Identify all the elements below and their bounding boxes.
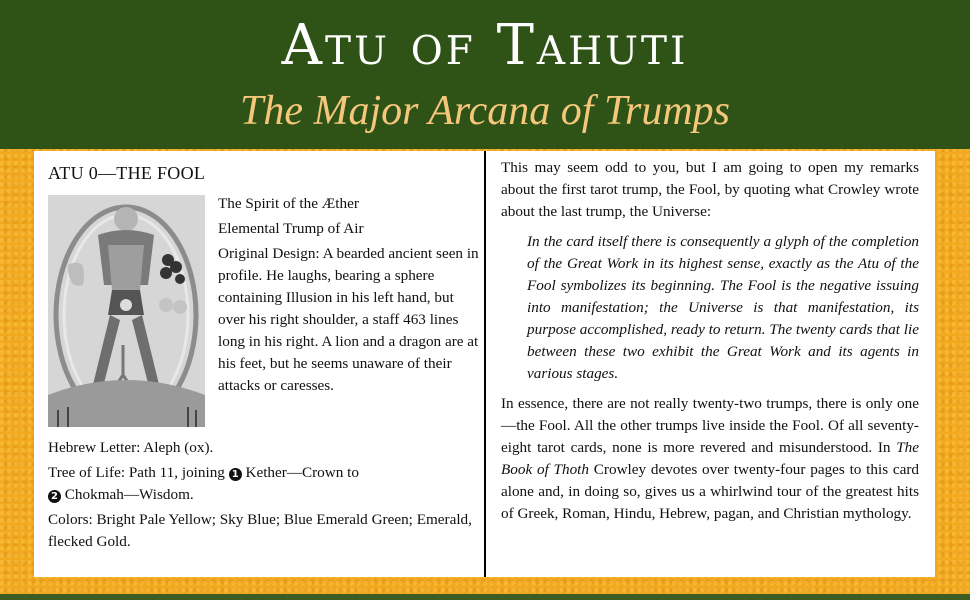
card-attributes (218, 193, 480, 400)
crowley-quote: In the card itself there is consequently a glyph of the completion of the Great Work in its highest sense, exactly as the Atu of the Fool symbolizes its beginning. The Fool is the negative issuing into manifestation; the Universe is that manifestation, its purpose accomplished, ready to return. The twenty cards that lie between these two exhibit the Great Work and its agents in various stages. (527, 233, 919, 382)
footer-stripe (0, 594, 970, 600)
tree-of-life-prefix: Tree of Life: Path 11, joining (48, 464, 225, 481)
card-heading: ATU 0—THE FOOL (48, 163, 206, 183)
fool-figure-icon (48, 195, 205, 427)
tree-of-life (48, 462, 478, 506)
card-colors: Colors: Bright Pale Yellow; Sky Blue; Blue Emerald Green; Emerald, flecked Gold. (48, 511, 472, 550)
commentary-body (501, 393, 919, 525)
page-subtitle: The Major Arcana of Trumps (239, 88, 731, 134)
sephira-number-2-icon: 2 (48, 490, 61, 503)
card-attribute-original-design: Original Design: A bearded ancient seen in profile. He laughs, bearing a sphere containing Illusion in his left hand, but over his right shoulder, a staff 463 lines long in his right. A lion and a dragon are at his feet, but he seems unaware of their attacks or caresses. (218, 245, 479, 394)
sephira-kether: Kether—Crown to (245, 464, 359, 481)
commentary-panel (486, 151, 935, 577)
book-title: The Book of Thoth (501, 439, 919, 478)
card-correspondences (48, 437, 478, 556)
sephira-number-1-icon: 1 (229, 468, 242, 481)
sephira-chokmah: Chokmah—Wisdom. (64, 486, 194, 503)
page-header (0, 0, 970, 149)
commentary-intro: This may seem odd to you, but I am going to open my remarks about the first tarot trump, the Fool, by quoting what Crowley wrote about the last trump, the Universe: (501, 159, 919, 220)
page-title: Atu of Tahuti (281, 13, 689, 78)
hebrew-letter: Hebrew Letter: Aleph (ox). (48, 439, 214, 456)
commentary-text (501, 157, 919, 525)
card-attribute-spirit: The Spirit of the Æther (218, 195, 359, 212)
commentary-body-end: Crowley devotes over twenty-four pages to this card alone and, in doing so, gives us a whirlwind tour of the greatest hits of Greek, Roman, Hindu, Hebrew, pagan, and Christian mythology. (501, 461, 920, 522)
card-attribute-element: Elemental Trump of Air (218, 220, 364, 237)
commentary-body-start: In essence, there are not really twenty-two trumps, there is only one—the Fool. All the other trumps live inside the Fool. Of all seventy-eight tarot cards, none is more revered and misunderstood. In (501, 395, 919, 456)
card-info-panel (34, 151, 485, 577)
fool-card-image (48, 195, 205, 427)
